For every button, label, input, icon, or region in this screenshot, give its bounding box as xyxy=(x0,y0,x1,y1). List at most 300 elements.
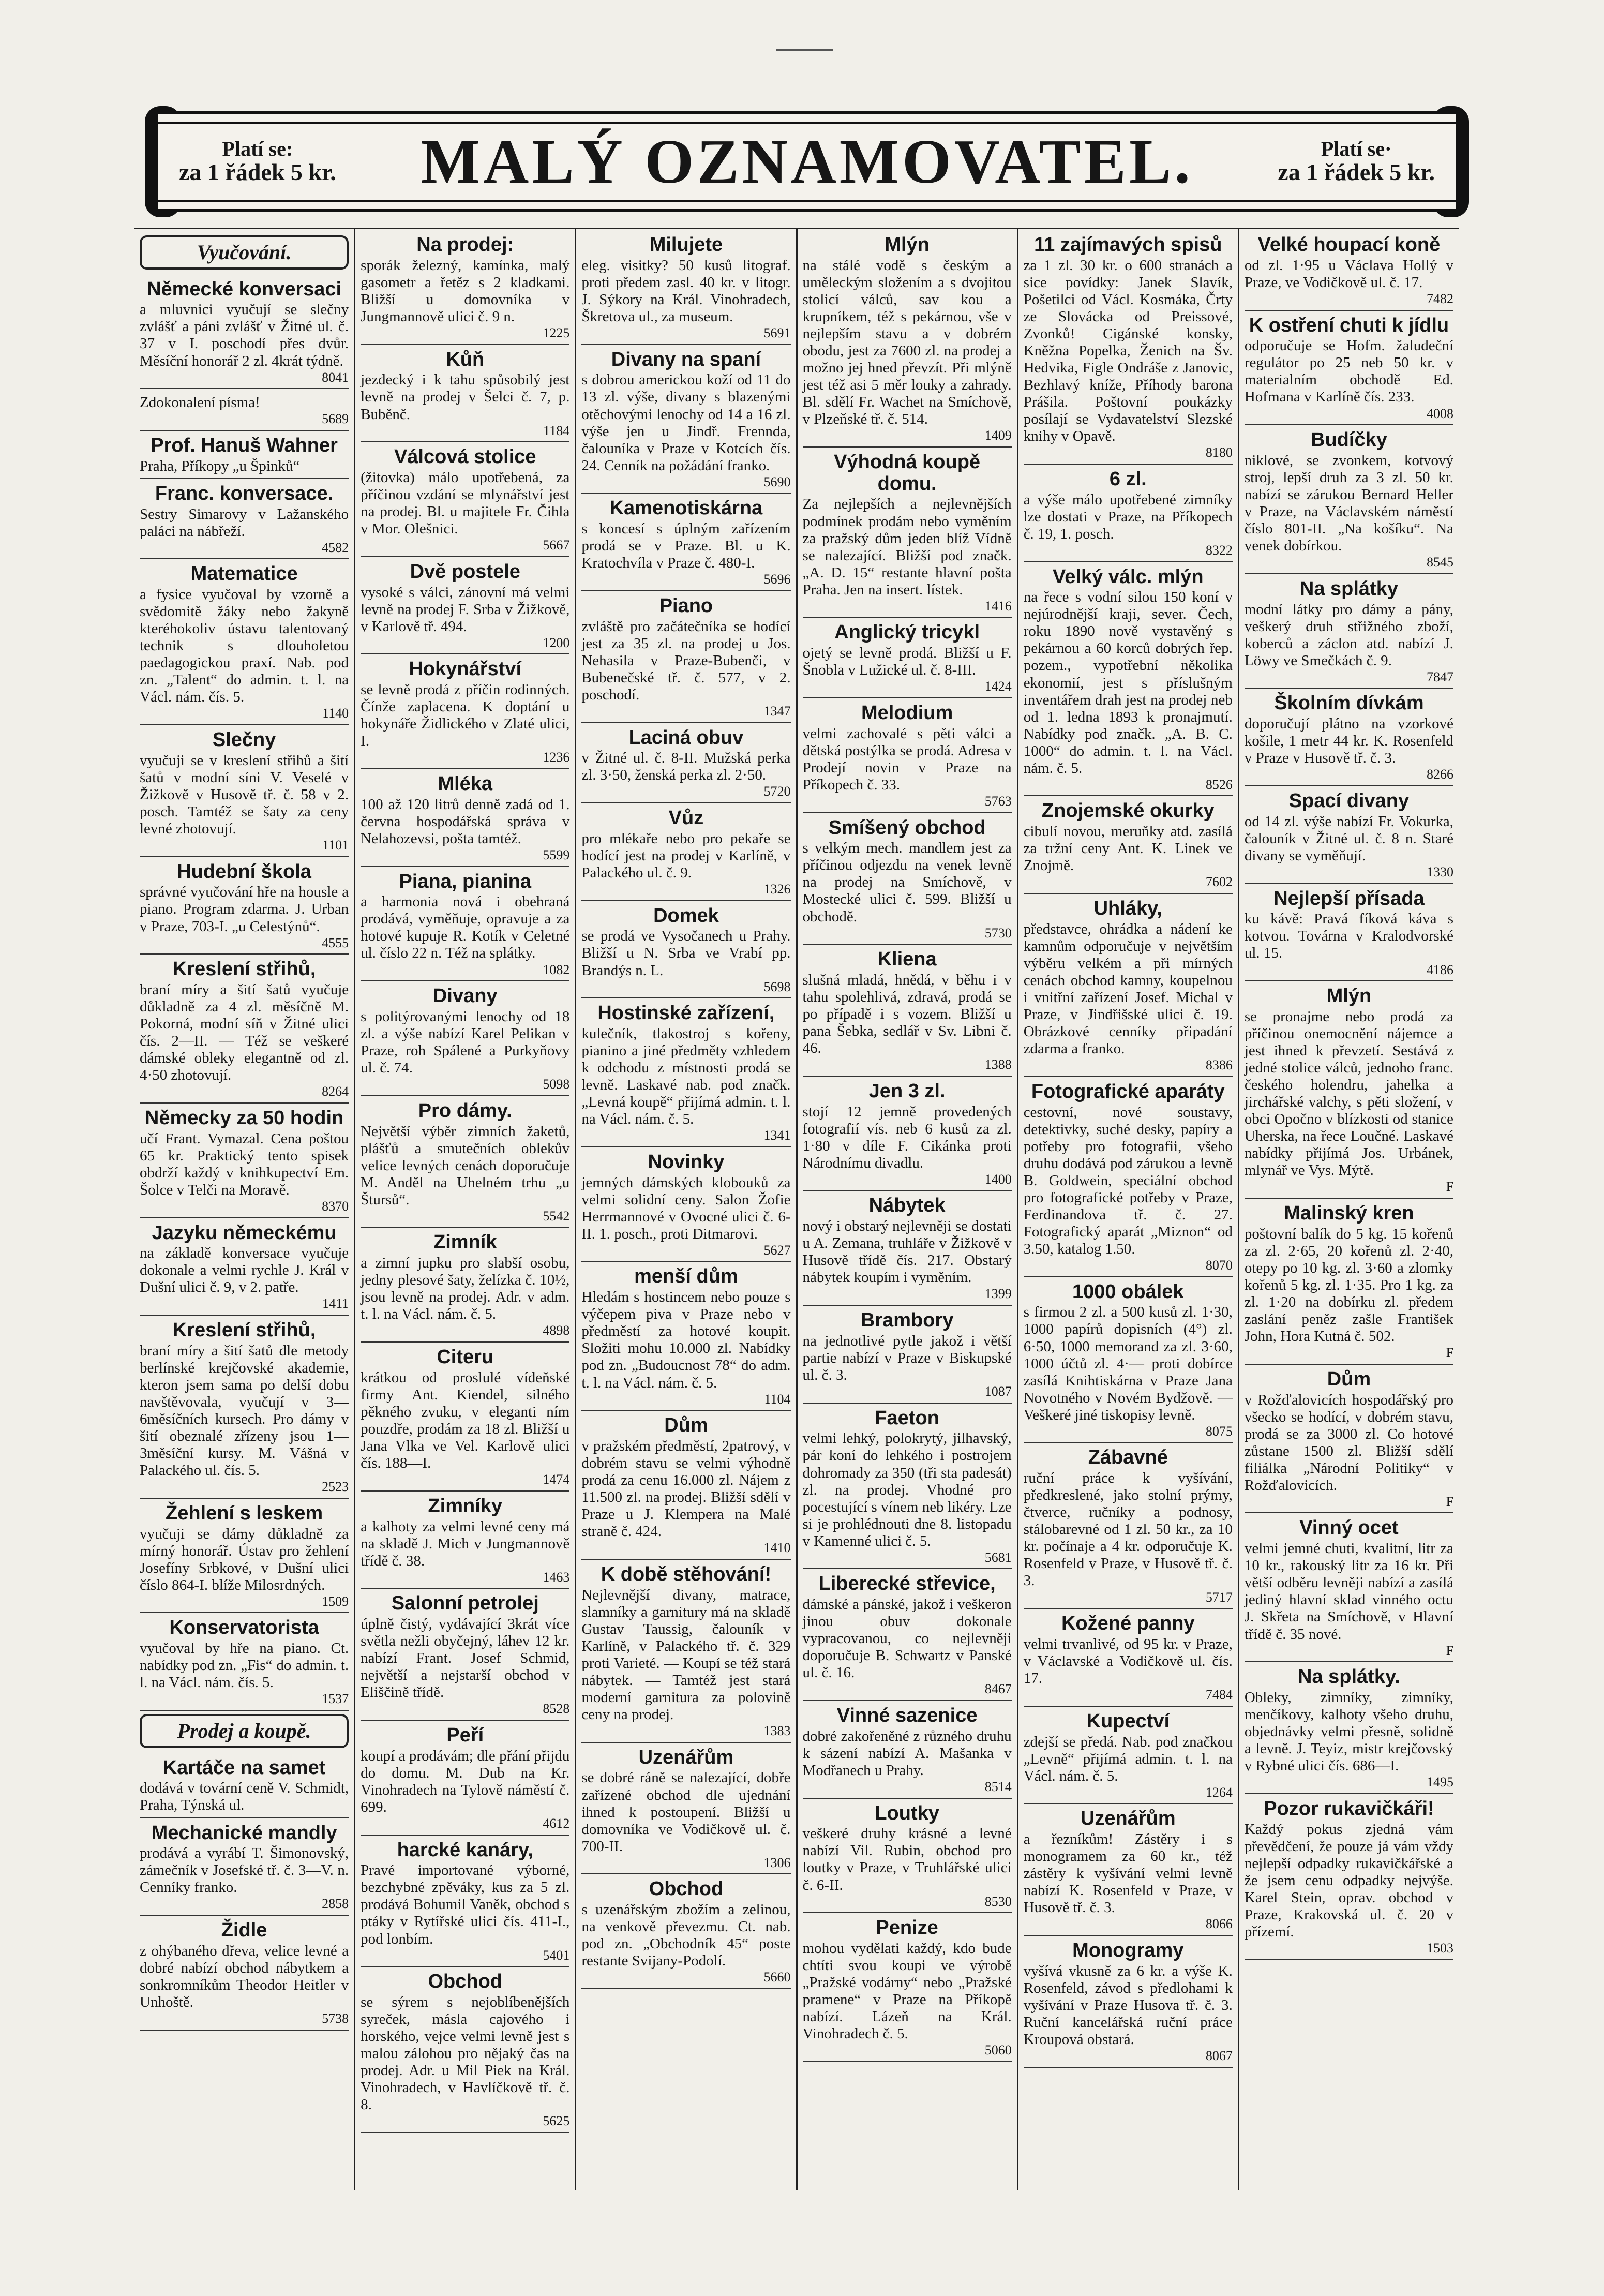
ad-number: 1200 xyxy=(543,635,570,650)
ad-text: ku kávě: Pravá fíková káva s kotvou. Továrna v Kralodvorské ul. 15. xyxy=(1244,911,1454,962)
price-note-right-line2: za 1 řádek 5 kr. xyxy=(1278,159,1435,186)
ad-heading: Divany xyxy=(432,985,498,1007)
ad-number: 4186 xyxy=(1427,962,1454,977)
ad-item xyxy=(361,657,569,769)
ad-item xyxy=(581,1001,790,1147)
ad-item xyxy=(1024,232,1233,465)
ad-heading: Kupectví xyxy=(1086,1710,1170,1732)
ad-item xyxy=(581,496,790,591)
ad-text: (žitovka) málo upotřebená, za příčinou vzdání se mlynářství jest na prodej. Bl. u majitele Fr. Čihla v Mor. Olešnici. xyxy=(361,469,570,538)
ad-item xyxy=(361,1723,569,1836)
ad-text: Zdokonalení písma! xyxy=(140,394,260,411)
ad-heading: Citeru xyxy=(437,1346,494,1368)
ad-item xyxy=(1024,798,1233,894)
ad-number: 8526 xyxy=(1205,777,1233,792)
ad-column xyxy=(1017,229,1238,2190)
ad-item xyxy=(140,1918,349,2031)
ad-number: 1264 xyxy=(1205,1784,1233,1800)
ad-number: 5730 xyxy=(984,925,1012,941)
ad-number: 5717 xyxy=(1205,1589,1233,1605)
ad-item xyxy=(361,1230,569,1343)
ad-text: dámské a pánské, jakož i veškeron jinou obuv dokonale vypracovanou, co nejlevněji doporučuje B. Schwartz v Panské ul. č. 16. xyxy=(802,1596,1012,1681)
ad-text: se prodá ve Vysočanech u Prahy. Bližší u N. Srba ve Vrabí pp. Brandýs n. L. xyxy=(581,928,791,979)
ad-item xyxy=(361,869,569,982)
ad-heading: Německé konversaci xyxy=(147,278,342,300)
ad-column xyxy=(575,229,796,2190)
ad-heading: Dům xyxy=(664,1414,708,1437)
ad-text: stojí 12 jemně provedených fotografií vís. neb 6 kusů za zl. 1·80 v díle F. Cikánka proti Národnímu divadlu. xyxy=(802,1103,1012,1171)
ad-number: 1495 xyxy=(1427,1775,1454,1790)
ad-heading: Uzenářům xyxy=(1080,1808,1176,1830)
ad-number: 1326 xyxy=(763,881,791,897)
ad-text: z ohýbaného dřeva, velice levné a dobré nabízí obchod nábytkem a sonkromníkům Theodor Heitler v Unhoště. xyxy=(140,1942,349,2011)
ad-item xyxy=(1245,983,1453,1199)
section-heading: Prodej a koupě. xyxy=(140,1714,349,1748)
ad-number: 1330 xyxy=(1427,864,1454,879)
ad-heading: Faeton xyxy=(875,1407,939,1429)
ad-heading: Zimník xyxy=(433,1231,497,1254)
ad-text: a harmonia nová i obehraná prodává, vyměňuje, opravuje a za hotové kupuje R. Kotík v Celetné ul. číslo 22 n. Též na splátky. xyxy=(361,893,570,962)
ad-heading: Obchod xyxy=(428,1971,503,1993)
ad-number: 1410 xyxy=(763,1540,791,1556)
ad-heading: Hokynářství xyxy=(409,658,522,680)
ad-heading: Kreslení střihů, xyxy=(172,958,316,980)
ad-heading: Penize xyxy=(876,1917,938,1939)
ad-heading: Kartáče na samet xyxy=(162,1756,326,1779)
ad-number: 8530 xyxy=(984,1894,1012,1909)
ad-number: 1236 xyxy=(543,750,570,765)
ad-item xyxy=(140,277,349,390)
ad-heading: K době stěhování! xyxy=(601,1563,772,1585)
ad-item xyxy=(361,232,569,345)
ad-number: F xyxy=(1446,1643,1454,1658)
ad-text: velmi zachovalé s pěti válci a dětská postýlka se prodá. Adresa v Prodejí novin v Praze na Příkopech č. 33. xyxy=(802,725,1012,793)
ad-number: 8322 xyxy=(1205,542,1233,558)
ad-heading: Na splátky xyxy=(1299,577,1398,600)
ad-text: eleg. visitky? 50 kusů litograf. proti předem zasl. 40 kr. v litogr. J. Sýkory na Král. Vinohradech, Škretova ul., za museum. xyxy=(581,257,791,325)
ad-number: F xyxy=(1446,1179,1454,1195)
ad-number: 5681 xyxy=(984,1549,1012,1565)
ad-number: 5763 xyxy=(984,793,1012,809)
ad-item xyxy=(581,593,790,723)
ad-item xyxy=(803,450,1012,618)
ad-item xyxy=(803,1915,1012,2062)
ad-heading: Novinky xyxy=(648,1151,725,1173)
ad-number: 1306 xyxy=(763,1855,791,1870)
ad-text: sporák železný, kamínka, malý gasometr a řetěz s 2 kladkami. Bližší u domovníka v Jungmannově ulici č. 9 n. xyxy=(361,257,570,325)
price-note-right xyxy=(1278,138,1435,185)
ad-text: za 1 zl. 30 kr. o 600 stranách a sice povídky: Janek Slavík, Pošetilci od Václ. Kosmáka, Črty ze Slovácka od Preissové, Zvonků! Cigánské konsky, Kněžna Popelka, Ženich na Šv. Hedvika, Figle Ondráše z Janovic, Bezhlavý kníže, Příhody barona Prášila. Poštovní poukázky posílají se Vydavatelství Slezské knihy v Opavě. xyxy=(1023,257,1233,445)
ad-text: v Rožďalovicích hospodářský pro všecko se hodící, v dobrém stavu, prodá se za 3000 zl. Co hotové zůstane 1500 zl. Bližší sdělí filiálka „Národní Politiky“ v Rožďalovicích. xyxy=(1244,1391,1454,1494)
ad-heading: Zábavné xyxy=(1088,1447,1168,1469)
ad-text: vyučuji se v kreslení střihů a šití šatů v modní síni V. Veselé v Žižkově v Husově tř. č. 58 v 2. posch. Tamtéž se šaty za ceny levné zhotovují. xyxy=(140,752,349,837)
ad-item xyxy=(803,1406,1012,1570)
ad-heading: 11 zajímavých spisů xyxy=(1034,234,1222,256)
ad-number: 8067 xyxy=(1205,2048,1233,2063)
ad-text: učí Frant. Vymazal. Cena poštou 65 kr. Praktický tento spisek obdrží každý v knihkupectví Em. Šolce v Telči na Moravě. xyxy=(140,1130,349,1198)
ad-item xyxy=(803,700,1012,813)
ad-heading: Anglický tricykl xyxy=(834,621,980,644)
ad-text: v Žitné ul. č. 8-II. Mužská perka zl. 3·50, ženská perka zl. 2·50. xyxy=(581,750,791,784)
ad-item xyxy=(1024,564,1233,797)
ad-item xyxy=(581,725,790,804)
ad-item xyxy=(1245,691,1453,786)
ad-number: 1411 xyxy=(322,1296,349,1311)
ad-heading: Peří xyxy=(446,1724,484,1746)
ad-text: s politýrovanými lenochy od 18 zl. a výše nabízí Karel Pelikan v Praze, roh Spálené a Purkyňovy ul. č. 74. xyxy=(361,1008,570,1077)
ad-heading: Žehlení s leskem xyxy=(166,1502,323,1524)
ad-number: 5599 xyxy=(543,847,570,862)
ad-heading: Budíčky xyxy=(1311,429,1387,451)
ad-item xyxy=(1024,1709,1233,1805)
ad-text: kulečník, tlakostroj s kořeny, pianino a jiné předměty vzhledem k odchodu z místnosti prodá se levně. Laskavé nab. pod značk. „Levná koupě“ přijímá admin. t. l. na Václ. nám. č. 5. xyxy=(581,1025,791,1128)
ad-item xyxy=(361,771,569,867)
ad-item xyxy=(140,1821,349,1916)
ad-text: od zl. 1·95 u Václava Hollý v Praze, ve Vodičkově ul. č. 17. xyxy=(1244,257,1454,291)
ad-number: 1509 xyxy=(322,1593,349,1609)
ad-heading: Liberecké střevice, xyxy=(818,1573,996,1595)
ad-number: 8528 xyxy=(543,1701,570,1717)
ad-text: doporučují plátno na vzorkové košile, 1 metr 44 kr. K. Rosenfeld v Praze v Husově tř. č. 3. xyxy=(1244,715,1454,767)
ad-text: jemných dámských klobouků za velmi solidní ceny. Salon Žofie Herrmannové v Ovocné ulici č. 6-II. 1. posch., proti Ditmarovi. xyxy=(581,1174,791,1242)
ad-heading: Výhodná koupě domu. xyxy=(834,451,981,495)
ad-number: 1140 xyxy=(322,706,349,721)
ad-number: 5660 xyxy=(763,1970,791,1985)
ad-text: a mluvnici vyučují se slečny zvlášť a páni zvlášť v Žitné ul. č. 37 v I. poschodí přes dvůr. Měsíční honorář 2 zl. 4krát týdně. xyxy=(140,301,349,369)
ad-item xyxy=(361,347,569,443)
ad-text: pro mlékaře nebo pro pekaře se hodící jest na prodej v Karlíně, v Palackého ul. č. 9. xyxy=(581,830,791,881)
ad-text: braní míry a šití šatů vyučuje důkladně za 4 zl. měsíčně M. Pokorná, modní síň v Žitné ulici čís. 2—II. — Též se veškeré dámské obleky elegantně od zl. 4·50 zhotovují. xyxy=(140,981,349,1084)
ad-heading: 1000 obálek xyxy=(1072,1280,1184,1303)
ad-number: 1184 xyxy=(543,423,570,438)
ad-number: F xyxy=(1446,1494,1454,1509)
ad-item xyxy=(1024,1611,1233,1707)
ad-text: 100 až 120 litrů denně zadá od 1. června hospodářská správa v Nelahozevsi, pošta tamtéž. xyxy=(361,796,570,847)
ad-item xyxy=(1024,1938,1233,2068)
ad-number: 5060 xyxy=(984,2042,1012,2058)
ad-heading: Domek xyxy=(653,904,719,927)
ad-text: prodává a vyrábí T. Šimonovský, zámečník v Josefské tř. č. 3—V. n. Cenníky franko. xyxy=(140,1845,349,1896)
ad-item xyxy=(1024,467,1233,562)
ad-heading: Jen 3 zl. xyxy=(868,1080,946,1102)
ad-item xyxy=(581,1264,790,1411)
ad-text: vyučuji se dámy důkladně za mírný honorář. Ústav pro žehlení Josefíny Srbkové, v Dušní ulici číslo 864-I. blíže Milosrdných. xyxy=(140,1525,349,1593)
ad-item xyxy=(361,1494,569,1589)
ad-heading: 6 zl. xyxy=(1109,468,1147,490)
ad-text: v pražském předměstí, 2patrový, v dobrém stavu se velmi výhodně prodá za cenu 16.000 zl. Nájem z 11.500 zl. na prodej. Bližší sdělí v Praze u J. Klempera na Malé straně č. 424. xyxy=(581,1437,791,1540)
ad-heading: Jazyku německému xyxy=(152,1221,337,1244)
ad-text: velmi jemné chuti, kvalitní, litr za 10 kr., rakouský litr za 16 kr. Při větší odběru levněji nabízí a zasílá jediný hlavní sklad vinného octu J. Skřeta na Smíchově, v Hlavní třídě č. 35 nové. xyxy=(1244,1540,1454,1643)
ad-text: modní látky pro dámy a pány, veškerý druh střižného zboží, koberců a záclon atd. nabízí J. Löwy ve Smečkách č. 9. xyxy=(1244,601,1454,669)
ad-number: 8386 xyxy=(1205,1057,1233,1073)
ad-heading: Loutky xyxy=(875,1802,939,1824)
ad-text: velmi lehký, polokrytý, jilhavský, pár koní do lehkého i postrojem dohromady za 350 (tři sta padesát) zl. na prodej. Vhodné pro pocestující s vínem neb likéry. Lze si je prohlédnouti dne 8. listopadu v Kamenné ulici č. 5. xyxy=(802,1430,1012,1549)
ad-heading: Znojemské okurky xyxy=(1041,800,1215,822)
ad-number: 8370 xyxy=(322,1198,349,1214)
ad-item xyxy=(581,1876,790,1989)
ad-text: s uzenářským zbožím a zelinou, na venkově převezmu. Ct. nab. pod zn. „Obchodník 45“ poste restante Svijany-Podolí. xyxy=(581,1901,791,1970)
ad-number: 1383 xyxy=(763,1723,791,1739)
ad-text: představce, ohrádka a nádení ke kamnům odporučuje v největším výběru velkém a při mírných cenách obchod kamny, koupelnou i vnitřní zařízení Josef. Michal v Praze, v Jindřišské ulici č. 19. Obrázkové cenníky připadání zdarma a franko. xyxy=(1023,920,1233,1057)
ad-number: 5691 xyxy=(763,325,791,340)
ad-number: 4555 xyxy=(322,935,349,950)
ad-item xyxy=(361,444,569,557)
ad-number: 5667 xyxy=(543,538,570,553)
ad-heading: Fotografické aparáty xyxy=(1031,1080,1225,1102)
ad-text: Za nejlepších a nejlevnějších podmínek prodám nebo vyměním za pražský dům jeden blíž Vídně se nalezající. Bližší pod značk. „A. D. 15“ restante hlavní pošta Praha. Jen na insert. lístek. xyxy=(802,496,1012,598)
ad-item xyxy=(1245,427,1453,574)
ad-heading: Školním dívkám xyxy=(1274,692,1424,714)
ad-number: 7602 xyxy=(1205,874,1233,890)
ad-number: 7482 xyxy=(1427,291,1454,306)
ad-number: 1409 xyxy=(984,428,1012,443)
ad-item xyxy=(803,815,1012,945)
ad-text: braní míry a šití šatů dle metody berlínské krejčovské akademie, kteron jsem sama po delší dobu navštěvovala, vyučují v 3—6měsíčních kursech. Pro dámy v šití obeznalé zřízeny jsou 1—3měsíční kursy. M. Vášná v Palackého ul. čís. 5. xyxy=(140,1342,349,1479)
ad-text: a fysice vyučoval by vzorně a svědomitě žáky nebo žakyně kteréhokoliv ústavu talentovaný technik s dlouholetou paedagogickou praxí. Nab. pod zn. „Talent“ do admin. t. l. na Václ. nám. čís. 5. xyxy=(140,586,349,706)
ad-item xyxy=(803,620,1012,698)
ad-number: 1399 xyxy=(984,1286,1012,1302)
ad-item xyxy=(140,481,349,560)
ad-heading: Kůň xyxy=(446,348,485,370)
ad-text: zdejší se předá. Nab. pod značkou „Levně“ přijímá admin. t. l. na Václ. nám. č. 5. xyxy=(1023,1733,1233,1784)
ad-item xyxy=(1245,232,1453,311)
ad-column xyxy=(134,229,354,2190)
ad-heading: Matematice xyxy=(190,563,298,585)
ad-text: s koncesí s úplným zařízením prodá se v Praze. Bl. u K. Kratochvíla v Praze č. 480-I. xyxy=(581,520,791,572)
ad-text: dobré zakořeněné z různého druhu k sázení nabízí A. Mašanka v Modřanech u Prahy. xyxy=(802,1727,1012,1779)
ad-number: 8066 xyxy=(1205,1916,1233,1932)
ad-item xyxy=(1245,1664,1453,1794)
ad-heading: Nejlepší přísada xyxy=(1273,887,1425,910)
ad-text: vyučoval by hře na piano. Ct. nabídky pod zn. „Fis“ do admin. t. l. na Václ. nám. čís. 5. xyxy=(140,1640,349,1691)
ad-number: 5625 xyxy=(543,2113,570,2129)
ad-text: a řezníkům! Zástěry i s monogramem za 60 kr., též zástěry k vyšívání velmi levně nabízí K. Rosenfeld v Praze, v Husově tř. č. 3. xyxy=(1023,1831,1233,1916)
ad-item xyxy=(140,561,349,725)
ad-text: se pronajme nebo prodá za příčinou onemocnění nájemce a jest ihned k převzetí. Sestává z jedné stolice válců, jednoho franc. českého holendru, jahelka a jirchářské valchy, s pěti složení, v obci Opočno v blízkosti od stanice Uherska, na řece Loučné. Laskavé nabídky přijímá Jos. Urbánek, mlynář ve Vys. Mýtě. xyxy=(1244,1008,1454,1179)
ad-text: a výše málo upotřebené zimníky lze dostati v Praze, na Příkopech č. 19, 1. posch. xyxy=(1023,491,1233,542)
ad-heading: Hudební škola xyxy=(177,860,311,883)
ad-item xyxy=(140,391,349,431)
ad-heading: Dvě postele xyxy=(410,560,520,583)
ad-text: odporučuje se Hofm. žaludeční regulátor po 25 neb 50 kr. v materialním obchodě Ed. Hofmana v Karlíně čís. 233. xyxy=(1244,337,1454,406)
ad-number: 8514 xyxy=(984,1779,1012,1794)
ad-heading: Vůz xyxy=(668,807,704,829)
ad-heading: Mléka xyxy=(438,772,493,795)
ad-item xyxy=(581,1150,790,1262)
ad-heading: Hostinské zařízení, xyxy=(597,1002,775,1024)
ad-text: zvláště pro začátečníka se hodící jest za 35 zl. na prodej u Jos. Nehasila v Praze-Bubenči, v Bubenečské tř. č. 577, v 2. poschodí. xyxy=(581,618,791,703)
ad-number: 5698 xyxy=(763,979,791,994)
ad-text: dodává v tovární ceně V. Schmidt, Praha, Týnská ul. xyxy=(140,1780,349,1814)
ad-number: 8075 xyxy=(1205,1423,1233,1439)
ad-heading: Uhláky, xyxy=(1093,898,1162,919)
ad-heading: Kreslení střihů, xyxy=(172,1319,316,1341)
ad-text: Největší výběr zimních žaketů, plášťů a smutečních oblekův velice levných cenách doporučuje M. Anděl na Uhelném trhu „u Štursů“. xyxy=(361,1123,570,1208)
ad-number: 8264 xyxy=(322,1084,349,1099)
ad-number: 5401 xyxy=(543,1947,570,1963)
ad-heading: Mlýn xyxy=(885,234,930,256)
ad-columns xyxy=(134,228,1459,2190)
ad-item xyxy=(1245,313,1453,426)
ad-heading: Velké houpací koně xyxy=(1257,234,1441,256)
ad-number: 1388 xyxy=(984,1057,1012,1072)
ad-item xyxy=(803,1571,1012,1701)
ad-item xyxy=(140,957,349,1104)
ad-text: a kalhoty za velmi levné ceny má na skladě J. Mich v Jungmannově třídě č. 38. xyxy=(361,1518,570,1569)
ad-heading: Pozor rukavičkáři! xyxy=(1264,1797,1434,1820)
ad-text: Každý pokus zjedná vám převědčení, že pouze já vám vždy nejlepší odpadky rukavičkářské a že jsem cenu odpadky nejvýše. Karel Stein, oprav. obchod v Praze, Krakovská ul. č. 20 v přízemí. xyxy=(1244,1821,1454,1940)
ad-text: Pravé importované výborné, bezchybné zpěváky, kus za 5 zl. prodává Bohumil Vaněk, obchod s ptáky v Rytířské ulici čís. 411-I., pod lonbím. xyxy=(361,1862,570,1947)
ad-text: Sestry Simarovy v Lažanského paláci na nábřeží. xyxy=(140,505,349,540)
ad-text: niklové, se zvonkem, kotvový stroj, lepší druh za 3 zl. 50 kr. nabízí se zárukou Bernard Heller v Praze, na Václavském náměstí číslo 801-II. „Na košíku“. Na venek dobírkou. xyxy=(1244,452,1454,555)
ad-heading: Německy za 50 hodin xyxy=(144,1107,344,1129)
ad-heading: Vinné sazenice xyxy=(836,1705,978,1727)
ad-number: 1503 xyxy=(1427,1940,1454,1956)
ad-number: 8266 xyxy=(1427,767,1454,782)
ad-text: úplně čistý, vydávající 3krát více světla nežli obyčejný, láhev 12 kr. nabízí Frant. Josef Schmid, největší a nejstarší obchod v Eliščině třídě. xyxy=(361,1616,570,1701)
ad-text: cibulí novou, meruňky atd. zasílá za tržní ceny Ant. K. Linek ve Znojmě. xyxy=(1023,823,1233,874)
ad-item xyxy=(140,1106,349,1218)
ad-text: s dobrou americkou koží od 11 do 13 zl. výše, divany s blazenými otěchovými lenochy od 14 a 16 zl. výše jen u Jindř. Frennda, čalouníka v Praze v Kotcích čís. 24. Cenník na požádání franko. xyxy=(581,371,791,474)
ad-heading: Kamenotiskárna xyxy=(609,497,763,519)
ad-item xyxy=(581,1562,790,1743)
ad-text: nový i obstarý nejlevněji se dostati u A. Zemana, truhláře v Žižkově v Husově třídě čís. 217. Obstarý nábytek koupím i vyměním. xyxy=(802,1218,1012,1286)
ad-text: jezdecký i k tahu spůsobilý jest levně na prodej v Šelci č. 7, p. Buběnč. xyxy=(361,371,570,423)
ad-heading: Uzenářům xyxy=(638,1746,734,1768)
ad-item xyxy=(581,232,790,345)
ad-text: krátkou od proslulé vídeňské firmy Ant. Kiendel, silného pěkného zvuku, v eleganti ním pouzdře, prodám za 18 zl. Bližší u Jana Vlka ve Vel. Karlově ulici čís. 188—I. xyxy=(361,1369,570,1472)
ad-heading: K ostření chuti k jídlu xyxy=(1249,314,1449,336)
ad-heading: Spací divany xyxy=(1288,790,1410,812)
section-heading: Vyučování. xyxy=(140,235,349,270)
ad-heading: Smíšený obchod xyxy=(828,816,986,839)
ad-heading: Divany na spaní xyxy=(611,348,761,370)
ad-item xyxy=(1245,788,1453,884)
ad-heading: Židle xyxy=(221,1919,267,1942)
ad-item xyxy=(361,559,569,655)
ad-item xyxy=(361,1591,569,1721)
ad-item xyxy=(140,1755,349,1818)
ad-heading: Kliena xyxy=(877,948,937,971)
ad-heading: Konservatorista xyxy=(169,1617,319,1639)
ad-item xyxy=(1245,1796,1453,1960)
ad-item xyxy=(803,1801,1012,1914)
ad-heading: menší dům xyxy=(634,1265,738,1288)
ad-heading: Válcová stolice xyxy=(394,446,536,468)
ad-item xyxy=(1245,1201,1453,1365)
ad-item xyxy=(803,1079,1012,1191)
ad-text: slušná mladá, hnědá, v běhu i v tahu spolehlivá, zdravá, prodá se po případě i s vozem. Bližší u pana Šebka, sedlář v Sv. Libni č. 46. xyxy=(802,971,1012,1057)
ad-heading: harcké kanáry, xyxy=(397,1839,533,1861)
ad-text: Nejlevnější divany, matrace, slamníky a garnitury má na skladě Gustav Taussig, čalouník v Karlíně, v Palackého tř. č. 329 proti Varieté. — Koupí se též stará nábytek. — Tamtéž jest stará moderní garnitura za polovině ceny na prodej. xyxy=(581,1586,791,1723)
masthead-title: MALÝ OZNAMOVATEL. xyxy=(421,126,1193,197)
ad-item xyxy=(140,1615,349,1711)
ad-heading: Mechanické mandly xyxy=(151,1822,337,1844)
ad-heading: Brambory xyxy=(860,1309,954,1332)
ad-number: 4612 xyxy=(543,1815,570,1831)
ad-item xyxy=(1024,1806,1233,1936)
ad-number: 5098 xyxy=(543,1077,570,1092)
ad-item xyxy=(361,1345,569,1492)
ad-item xyxy=(581,806,790,901)
ad-number: 8180 xyxy=(1205,445,1233,460)
ad-item xyxy=(1024,1445,1233,1609)
ad-text: mohou vydělati každý, kdo bude chtíti svou koupi ve výrobě „Pražské vodárny“ nebo „Pražské pramene“ v Praze na Příkopě nabízí. Lázeň na Král. Vinohradech č. 5. xyxy=(802,1940,1012,2042)
ad-heading: Mlýn xyxy=(1326,985,1372,1007)
ad-text: vysoké s válci, zánovní má velmi levně na prodej F. Srba v Žižkově, v Karlově tř. 494. xyxy=(361,584,570,635)
ad-heading: Zimníky xyxy=(428,1495,503,1517)
ad-text: Hledám s hostincem nebo pouze s výčepem piva v Praze nebo v předměstí za hotové koupit. Složiti mohu 10.000 zl. Nabídky pod zn. „Budoucnost 78“ do adm. t. l. na Václ. nám. č. 5. xyxy=(581,1289,791,1391)
ad-number: 5738 xyxy=(322,2011,349,2026)
ad-heading: Prof. Hanuš Wahner xyxy=(151,434,338,456)
ad-number: 1087 xyxy=(984,1383,1012,1399)
ad-text: ruční práce k vyšívání, předkreslené, jako stolní prýmy, čtverce, ručníky a podnosy, stálobarevné od 1 zl. 50 kr., za 10 kr. počínaje a 4 kr. odporučuje K. Rosenfeld v Praze, v Husově tř. č. 3. xyxy=(1023,1470,1233,1589)
ad-text: poštovní balík do 5 kg. 15 kořenů za zl. 2·65, 20 kořenů zl. 2·40, otepy po 10 kg. zl. 3·60 a zlomky kořenů 5 kg. zl. 1·35. Pro 1 kg. za zl. 1·20 na dobírku zl. předem zaslání peněz zašle František John, Hora Kutná č. 502. xyxy=(1244,1225,1454,1345)
ad-item xyxy=(361,983,569,1096)
ad-number: 5542 xyxy=(543,1208,570,1224)
ad-number: 4898 xyxy=(543,1323,570,1338)
ink-mark xyxy=(776,49,833,51)
price-note-left-line1: Platí se: xyxy=(222,137,293,161)
ad-heading: Vinný ocet xyxy=(1299,1517,1399,1539)
ad-number: 1225 xyxy=(543,325,570,340)
ad-heading: Milujete xyxy=(649,234,723,256)
ad-text: Praha, Příkopy „u Špinků“ xyxy=(140,457,300,474)
ad-item xyxy=(1245,1367,1453,1514)
ad-text: velmi trvanlivé, od 95 kr. v Praze, v Václavské a Vodičkově ul. čís. 17. xyxy=(1023,1635,1233,1687)
ad-number: 2858 xyxy=(322,1896,349,1912)
ad-text: ojetý se levně prodá. Bližší u F. Šnobla v Lužické ul. č. 8-III. xyxy=(802,645,1012,679)
ad-item xyxy=(140,433,349,479)
ad-heading: Pro dámy. xyxy=(418,1099,512,1122)
ad-number: 5696 xyxy=(763,572,791,587)
masthead-banner xyxy=(155,111,1459,212)
ad-heading: Obchod xyxy=(649,1878,724,1900)
ad-number: 1474 xyxy=(543,1472,570,1487)
ad-text: na řece s vodní silou 150 koní v nejúrodnější kraji, sever. Čech, roku 1890 nově vystavěný s pekárnou a 60 korců dobrých řep. pozem., vypotřební několika ekonomií, jest s příslušným inventářem drah jest na prodej neb od 1. ledna 1893 k pronajmutí. Nabídky pod značk. „A. B. C. 1000“ do admin. t. l. na Václ. nám. č. 5. xyxy=(1023,589,1233,777)
ad-text: na základě konversace vyučuje dokonale a velmi rychle J. Král v Dušní ulici č. 9, v 2. patře. xyxy=(140,1245,349,1296)
ad-column xyxy=(796,229,1017,2190)
ad-heading: Franc. konversace. xyxy=(155,482,334,504)
ad-item xyxy=(581,347,790,494)
ad-item xyxy=(361,1098,569,1228)
price-note-left-line2: za 1 řádek 5 kr. xyxy=(179,159,336,186)
ad-number: 1104 xyxy=(764,1391,791,1407)
ad-item xyxy=(581,1413,790,1560)
ad-text: vyšívá vkusně za 6 kr. a výše K. Rosenfeld, závod s předlohami k vyšívání v Praze Husova tř. č. 3. Ruční kancelářská ruční práce Kroupová obstará. xyxy=(1023,1962,1233,2048)
ad-item xyxy=(140,727,349,857)
ad-column xyxy=(354,229,575,2190)
ad-text: Obleky, zimníky, zimníky, menčíkovy, kalhoty všeho druhu, objednávky velmi přesně, solidně a levně. J. Teyiz, mistr krejčovský v Rybné ulici čís. 686—I. xyxy=(1244,1689,1454,1775)
ad-text: se levně prodá z příčin rodinných. Čínže zaplacena. K doptání u hokynáře Židlického v Zlaté ulici, I. xyxy=(361,681,570,750)
ad-text: a zimní jupku pro slabší osobu, jedny plesové šaty, želízka č. 10½, jsou levně na prodej. Adr. v adm. t. l. na Václ. nám. č. 5. xyxy=(361,1255,570,1323)
ad-number: 1463 xyxy=(543,1569,570,1585)
ad-item xyxy=(803,947,1012,1077)
ad-text: cestovní, nové soustavy, detektivky, suché desky, papíry a potřeby pro fotografii, všeho druhu dodává pod zárukou a levně B. Goldwein, speciální obchod pro fotografické potřeby v Praze, Ferdinandova tř. č. 27. Fotografický aparát „Miznon“ od 3.50, katalog 1.50. xyxy=(1023,1104,1233,1257)
ad-text: se sýrem s nejoblíbenějších syreček, másla cajového i horského, vejce velmi levně jest s malou zálohou pro nějaký čas na prodej. Adr. u Mil Piek na Král. Vinohradech, v Havlíčkově tř. č. 8. xyxy=(361,1993,570,2113)
ad-item xyxy=(1245,886,1453,982)
ad-heading: Na splátky. xyxy=(1298,1666,1400,1688)
ad-heading: Piano xyxy=(659,594,713,617)
ad-text: veškeré druhy krásné a levné nabízí Vil. Rubin, obchod pro loutky v Praze, v Truhlářské ulici č. 6-II. xyxy=(802,1825,1012,1894)
ad-heading: Velký válc. mlýn xyxy=(1053,565,1204,588)
ad-item xyxy=(1024,896,1233,1077)
ad-heading: Slečny xyxy=(212,728,276,751)
ad-number: 5689 xyxy=(322,411,349,427)
ad-number: 1400 xyxy=(984,1171,1012,1187)
ad-number: 1347 xyxy=(763,703,791,719)
ad-item xyxy=(1024,1279,1233,1443)
